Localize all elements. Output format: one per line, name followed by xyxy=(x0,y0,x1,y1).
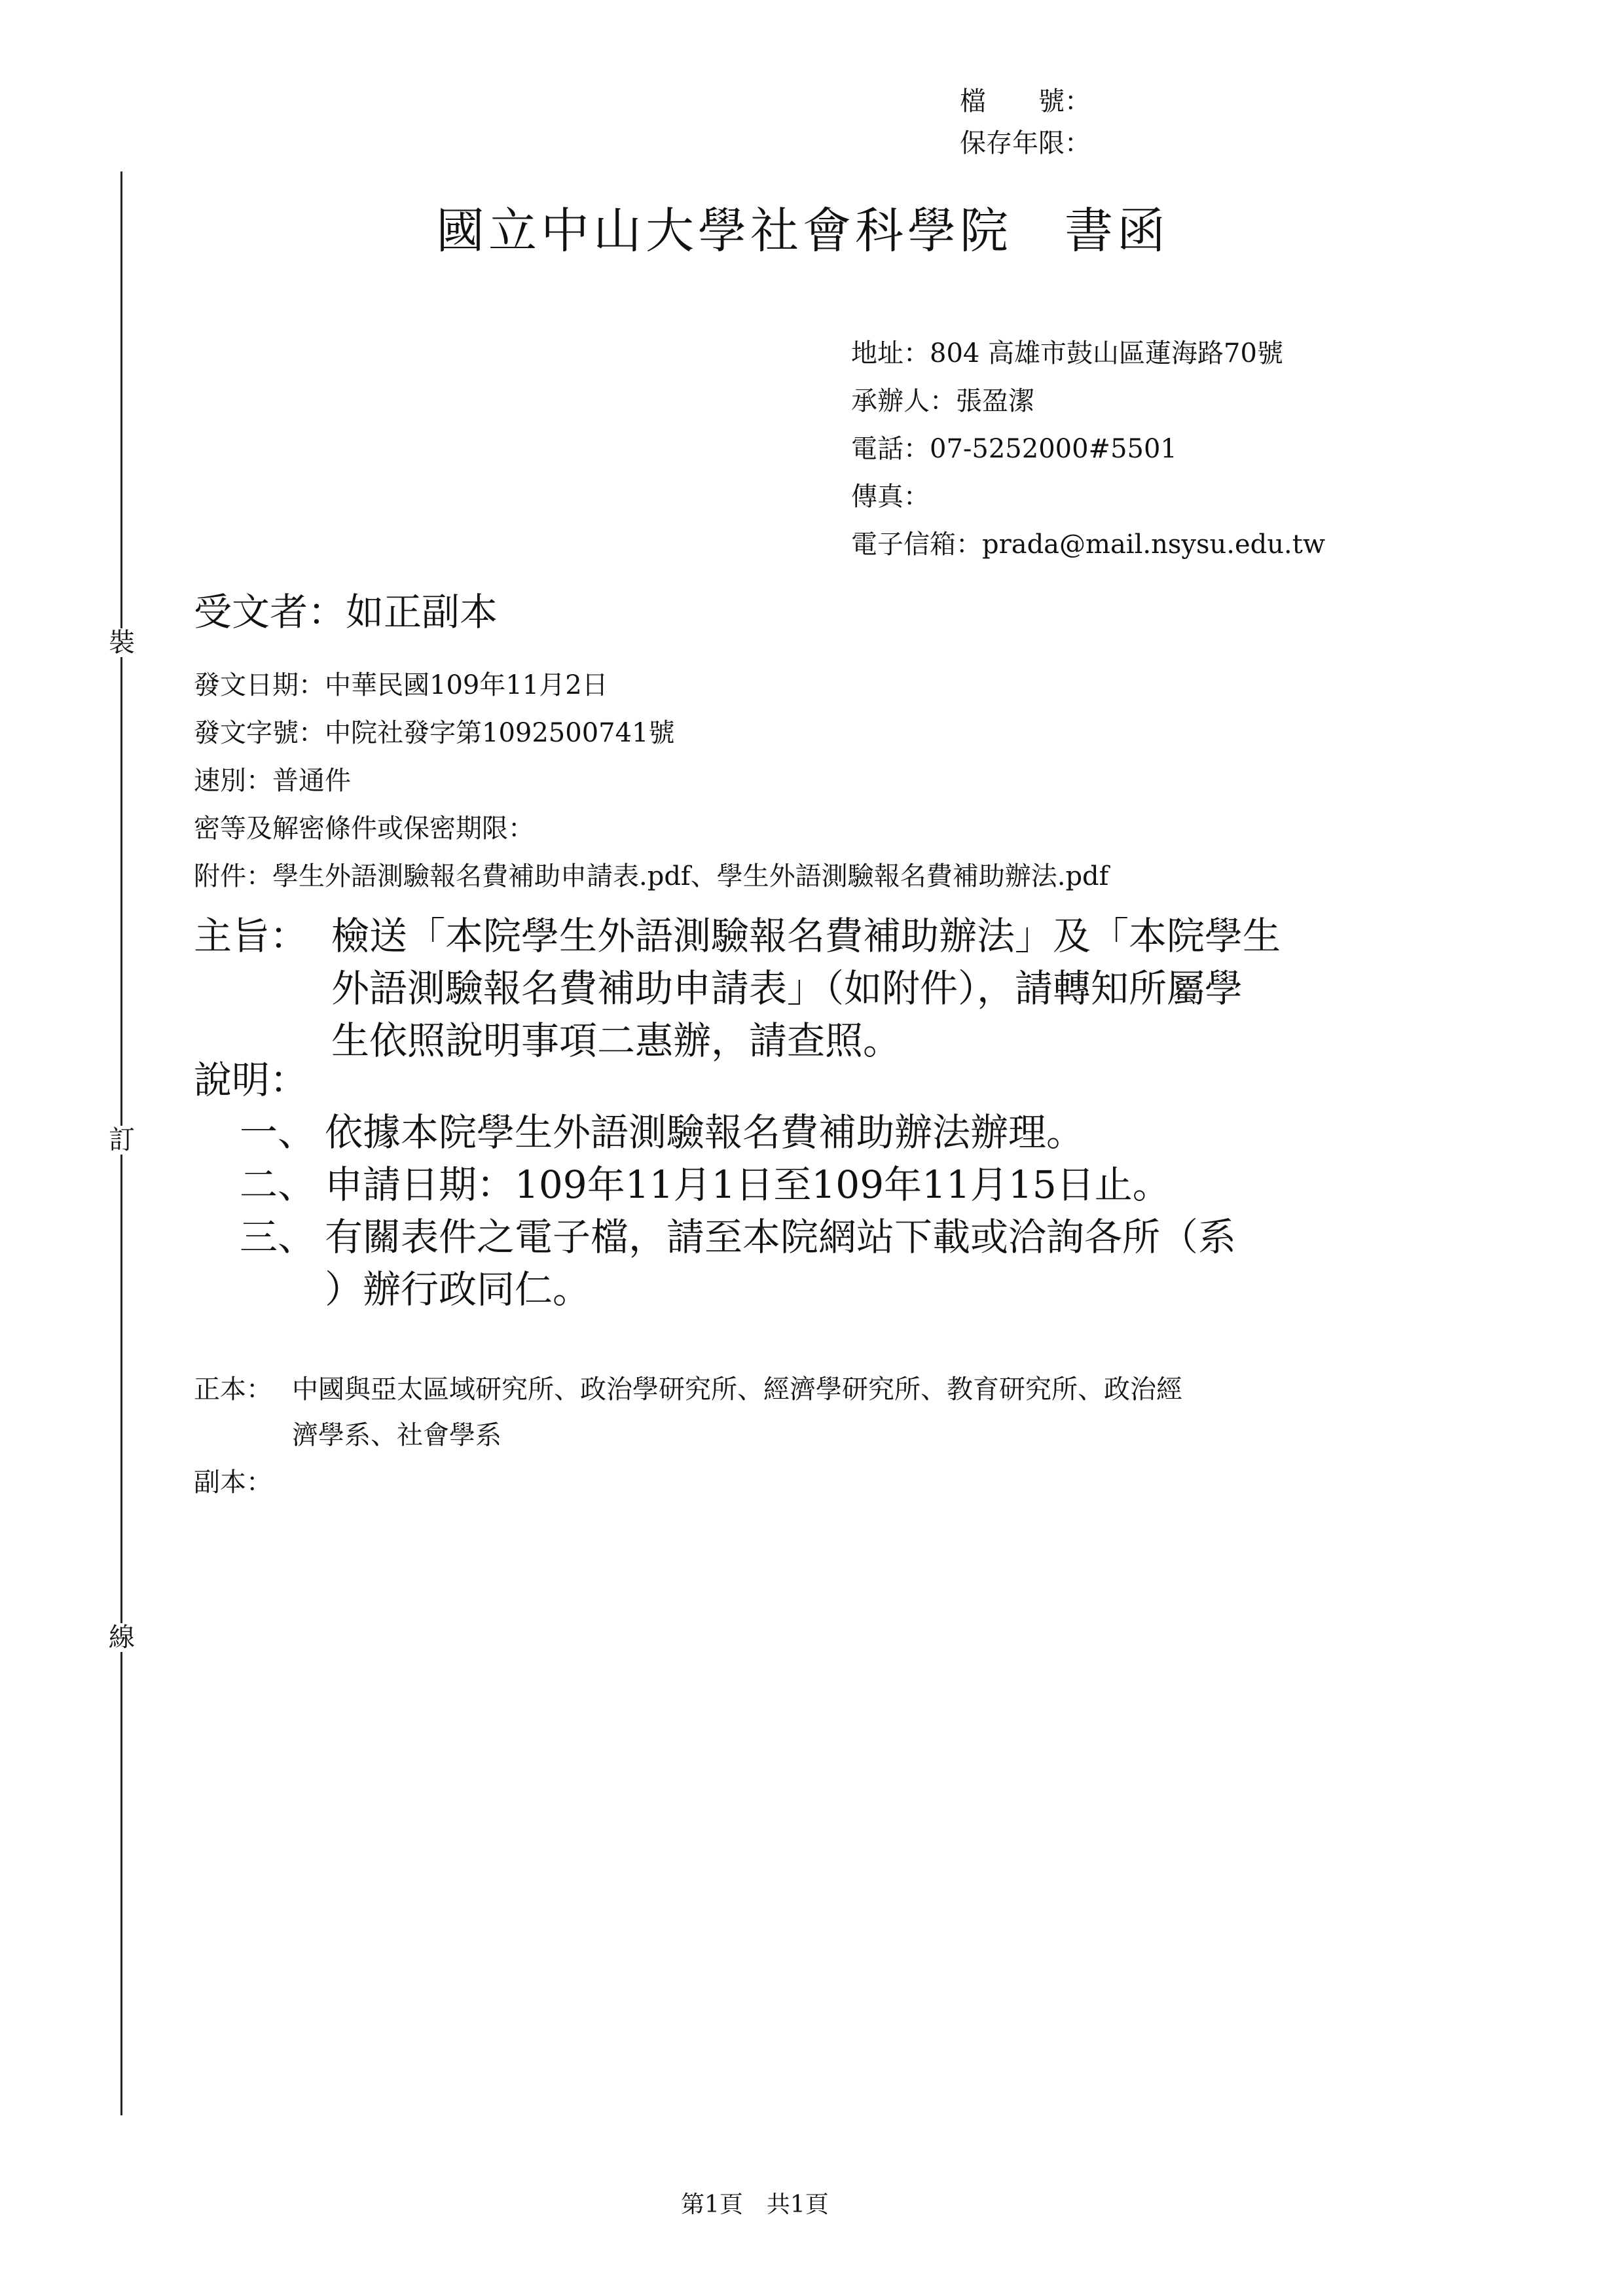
page-number: 第1頁 共1頁 xyxy=(681,2191,829,2218)
binding-mark-xian: 線 xyxy=(109,1623,135,1653)
original-recipients-line-1: 中國與亞太區域研究所、政治學研究所、經濟學研究所、教育研究所、政治經 xyxy=(292,1374,1182,1405)
document-title: 國立中山大學社會科學院 書函 xyxy=(436,203,1169,259)
email: 電子信箱：prada@mail.nsysu.edu.tw xyxy=(851,529,1326,560)
subject-label: 主旨： xyxy=(194,914,308,958)
explanation-item-text-continued: ）辦行政同仁。 xyxy=(325,1267,591,1312)
explanation-item-number: 二、 xyxy=(240,1162,316,1207)
delivery-speed: 速別：普通件 xyxy=(194,766,351,796)
subject-line-3: 生依照說明事項二惠辦，請查照。 xyxy=(331,1018,902,1063)
subject-line-1: 檢送「本院學生外語測驗報名費補助辦法」及「本院學生 xyxy=(331,914,1281,958)
document-number: 發文字號：中院社發字第1092500741號 xyxy=(194,718,675,748)
file-number-label: 檔 號： xyxy=(960,86,1091,117)
binding-mark-ding: 訂 xyxy=(109,1125,135,1155)
issue-date: 發文日期：中華民國109年11月2日 xyxy=(194,670,608,700)
explanation-item-number: 一、 xyxy=(240,1110,316,1155)
subject-line-2: 外語測驗報名費補助申請表」（如附件），請轉知所屬學 xyxy=(331,966,1243,1011)
original-recipients-line-2: 濟學系、社會學系 xyxy=(292,1420,501,1450)
explanation-label: 說明： xyxy=(194,1058,308,1102)
phone: 電話：07-5252000#5501 xyxy=(851,434,1177,464)
explanation-item-text: 依據本院學生外語測驗報名費補助辦法辦理。 xyxy=(325,1110,1085,1155)
recipient: 受文者：如正副本 xyxy=(194,590,498,634)
handler: 承辦人：張盈潔 xyxy=(851,386,1034,416)
retention-period-label: 保存年限： xyxy=(960,128,1091,158)
address: 地址：804 高雄市鼓山區蓮海路70號 xyxy=(851,338,1283,368)
explanation-item-number: 三、 xyxy=(240,1215,316,1259)
attachments: 附件：學生外語測驗報名費補助申請表.pdf、學生外語測驗報名費補助辦法.pdf xyxy=(194,861,1109,891)
fax: 傳真： xyxy=(851,482,930,512)
binding-mark-zhuang: 裝 xyxy=(109,628,135,658)
copy-recipients-label: 副本： xyxy=(194,1467,272,1498)
explanation-item-text: 有關表件之電子檔，請至本院網站下載或洽詢各所（系 xyxy=(325,1215,1237,1259)
original-recipients-label: 正本： xyxy=(194,1374,272,1405)
explanation-item-text: 申請日期：109年11月1日至109年11月15日止。 xyxy=(325,1162,1171,1207)
secrecy-level: 密等及解密條件或保密期限： xyxy=(194,814,534,844)
